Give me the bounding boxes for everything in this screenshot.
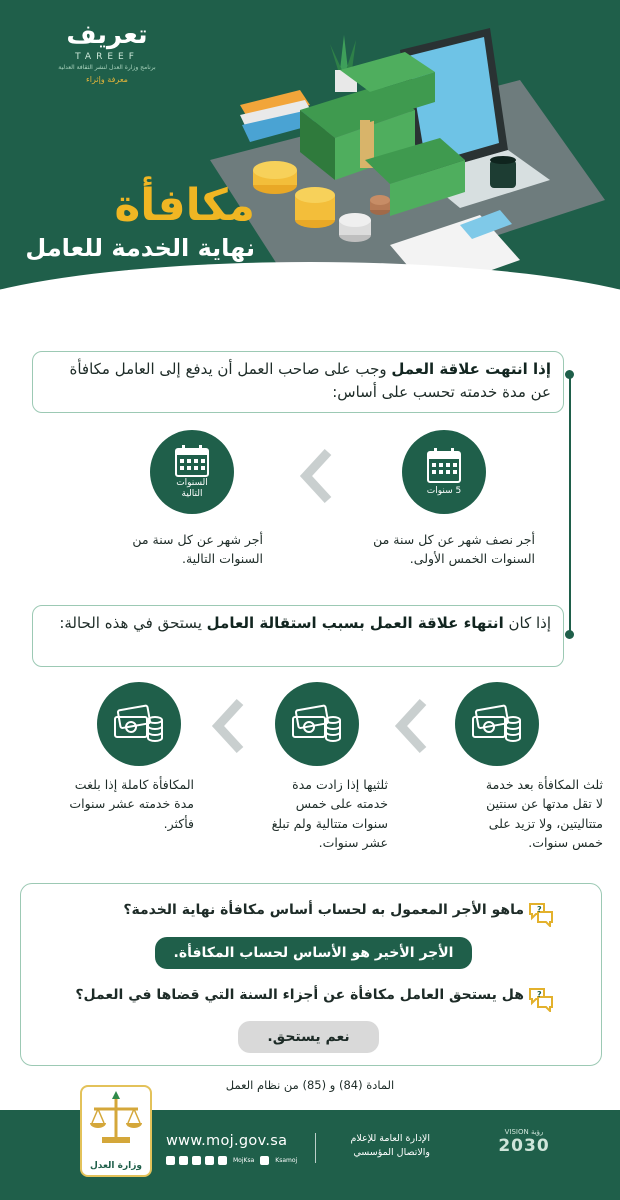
svg-text:?: ? bbox=[537, 905, 542, 914]
moj-emblem bbox=[80, 1085, 152, 1177]
snapchat-icon[interactable] bbox=[205, 1156, 214, 1165]
twitter-icon[interactable] bbox=[166, 1156, 175, 1165]
department-name: الإدارة العامة للإعلام والاتصال المؤسسي bbox=[350, 1133, 430, 1159]
footer-divider bbox=[315, 1133, 316, 1163]
source-note: المادة (84) و (85) من نظام العمل bbox=[225, 1078, 395, 1092]
question-bubble-icon bbox=[528, 901, 554, 927]
section2-intro-lead: إذا كان bbox=[503, 614, 551, 632]
following-years-circle bbox=[150, 430, 234, 514]
social-links bbox=[166, 1156, 299, 1165]
calendar-icon bbox=[172, 444, 212, 478]
instagram-icon[interactable] bbox=[192, 1156, 201, 1165]
svg-text:?: ? bbox=[537, 990, 542, 999]
faq-question-1: ماهو الأجر المعمول به لحساب أساس مكافأة نهاية الخدمة؟ bbox=[123, 902, 524, 918]
following-years-desc: أجر شهر عن كل سنة من السنوات التالية. bbox=[132, 532, 263, 567]
section2-intro-text: يستحق في هذه الحالة: bbox=[59, 614, 207, 632]
section1-intro bbox=[32, 351, 564, 413]
chevron-left-icon bbox=[298, 448, 334, 504]
one-third-circle bbox=[455, 682, 539, 766]
social-handle-2: Ksamoj bbox=[275, 1157, 298, 1164]
money-icon bbox=[291, 702, 343, 746]
faq-answer-1: الأجر الأخير هو الأساس لحساب المكافأة. bbox=[155, 937, 472, 969]
logo-subtitle: برنامج وزارة العدل لنشر الثقافة العدلية bbox=[58, 64, 156, 71]
five-years-label: 5 سنوات bbox=[426, 486, 462, 497]
timeline-dot-1 bbox=[565, 370, 574, 379]
section1-intro-text: وجب على صاحب العمل أن يدفع إلى العامل مكافأة عن مدة خدمته تحسب على أساس: bbox=[69, 360, 551, 402]
vision-2030-logo bbox=[494, 1128, 554, 1156]
website-link[interactable]: www.moj.gov.sa bbox=[166, 1133, 288, 1149]
page-subtitle: نهاية الخدمة للعامل bbox=[25, 234, 255, 262]
chevron-left-icon bbox=[210, 698, 246, 754]
emblem-text: وزارة العدل bbox=[89, 1161, 143, 1171]
full-reward-circle bbox=[97, 682, 181, 766]
section1-intro-bold: إذا انتهت علاقة العمل bbox=[391, 360, 551, 378]
money-icon bbox=[471, 702, 523, 746]
vision-small-text: VISION رؤية bbox=[504, 1128, 544, 1136]
section2-intro-bold: انتهاء علاقة العمل بسبب استقالة العامل bbox=[206, 614, 504, 632]
page-title: مكافأة bbox=[114, 180, 255, 231]
two-thirds-circle bbox=[275, 682, 359, 766]
logo-slogan: معرفة وإثراء bbox=[86, 75, 128, 84]
following-years-label: السنوات التالية bbox=[176, 477, 208, 499]
scales-of-justice-icon bbox=[82, 1087, 150, 1157]
question-bubble-icon bbox=[528, 986, 554, 1012]
timeline-dot-2 bbox=[565, 630, 574, 639]
chevron-left-icon bbox=[393, 698, 429, 754]
logo-english: TAREEF bbox=[75, 52, 139, 62]
logo-arabic: تعريف bbox=[66, 20, 148, 50]
social-handle-1: MojKsa bbox=[233, 1157, 255, 1164]
header-banner bbox=[0, 0, 620, 310]
full-reward-desc: المكافأة كاملة إذا بلغت مدة خدمته عشر سنوات فأكثر. bbox=[69, 777, 194, 831]
vision-year: 2030 bbox=[498, 1136, 550, 1156]
one-third-desc: ثلث المكافأة بعد خدمة لا تقل مدتها عن سنتين متتاليتين، ولا تزيد على خمس سنوات. bbox=[485, 777, 603, 851]
faq-answer-2: نعم يستحق. bbox=[238, 1021, 379, 1053]
faq-question-2: هل يستحق العامل مكافأة عن أجزاء السنة التي قضاها في العمل؟ bbox=[75, 987, 524, 1003]
calendar-icon bbox=[424, 446, 464, 486]
first-five-years-desc: أجر نصف شهر عن كل سنة من السنوات الخمس الأولى. bbox=[373, 532, 535, 567]
tareef-logo bbox=[52, 20, 162, 84]
section2-intro bbox=[32, 605, 564, 667]
timeline-line bbox=[569, 374, 571, 634]
youtube-icon[interactable] bbox=[179, 1156, 188, 1165]
tiktok-icon[interactable] bbox=[260, 1156, 269, 1165]
two-thirds-desc: ثلثيها إذا زادت مدة خدمته على خمس سنوات متتالية ولم تبلغ عشر سنوات. bbox=[271, 777, 388, 851]
five-years-circle bbox=[402, 430, 486, 514]
linkedin-icon[interactable] bbox=[218, 1156, 227, 1165]
money-icon bbox=[113, 702, 165, 746]
